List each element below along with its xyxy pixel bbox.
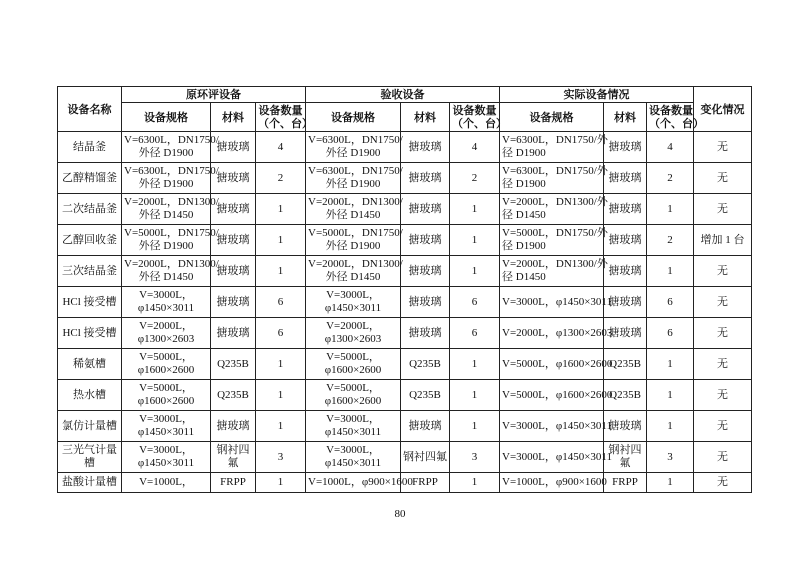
spec-line: V=5000L， — [326, 351, 380, 363]
orig-material-cell: 搪玻璃 — [211, 132, 256, 163]
act-qty-cell: 1 — [647, 380, 694, 411]
act-qty-cell: 2 — [647, 225, 694, 256]
spec-line: V=2000L，DN1300/外 — [502, 258, 608, 270]
orig-spec-cell — [122, 194, 219, 225]
orig-spec-cell — [122, 411, 211, 442]
acc-material-cell: 搪玻璃 — [401, 256, 450, 287]
orig-qty-cell: 2 — [256, 163, 306, 194]
acc-spec-cell — [306, 442, 401, 473]
act-spec-cell — [500, 163, 608, 194]
act-spec-cell — [500, 132, 608, 163]
spec-line: φ1450×3011 — [324, 457, 382, 469]
header-act-spec: 设备规格 — [500, 103, 604, 132]
spec-line: V=2000L，DN1300/ — [124, 258, 219, 270]
orig-qty-cell: 1 — [256, 194, 306, 225]
spec-line: V=3000L，φ1450×3011 — [502, 295, 613, 308]
acc-material-cell: 搪玻璃 — [401, 225, 450, 256]
acc-material-cell: 搪玻璃 — [401, 411, 450, 442]
act-spec-cell — [500, 287, 613, 318]
orig-qty-cell: 1 — [256, 256, 306, 287]
spec-line: V=2000L， — [326, 320, 380, 332]
header-acc-spec: 设备规格 — [306, 103, 401, 132]
act-material-cell: Q235B — [604, 380, 647, 411]
table-body — [58, 132, 752, 493]
header-orig-spec: 设备规格 — [122, 103, 211, 132]
table-row — [58, 380, 752, 411]
device-name-cell: 盐酸计量槽 — [58, 473, 122, 493]
spec-line: V=5000L， — [139, 382, 193, 394]
acc-spec-cell — [306, 318, 401, 349]
change-cell: 无 — [694, 194, 752, 225]
orig-spec-cell — [122, 380, 211, 411]
table-row — [58, 287, 752, 318]
orig-spec-cell — [122, 225, 219, 256]
change-cell: 无 — [694, 411, 752, 442]
orig-material-cell: 搪玻璃 — [211, 163, 256, 194]
spec-line: φ1450×3011 — [137, 426, 195, 438]
orig-qty-cell: 4 — [256, 132, 306, 163]
acc-spec-cell — [306, 163, 401, 194]
spec-line: V=6300L，DN1750/ — [124, 165, 219, 177]
orig-material-cell: Q235B — [211, 349, 256, 380]
spec-line: V=3000L， — [139, 289, 193, 301]
acc-qty-cell: 1 — [450, 194, 500, 225]
spec-line: φ1450×3011 — [137, 457, 195, 469]
acc-material-cell: 搪玻璃 — [401, 287, 450, 318]
device-name-cell: 乙醇精馏釜 — [58, 163, 122, 194]
spec-line: V=2000L，DN1300/ — [308, 258, 403, 270]
qty-line2: （个、台） — [649, 117, 705, 130]
spec-line: V=2000L，DN1300/外 — [502, 196, 608, 208]
spec-line: V=2000L，DN1300/ — [124, 196, 219, 208]
device-name-cell: 热水槽 — [58, 380, 122, 411]
acc-spec-cell — [306, 225, 401, 256]
spec-line: φ1600×2600 — [137, 364, 195, 376]
device-name-cell: HCl 接受槽 — [58, 318, 122, 349]
spec-line: V=5000L，DN1750/ — [308, 227, 403, 239]
act-qty-cell: 2 — [647, 163, 694, 194]
acc-material-cell: 搪玻璃 — [401, 318, 450, 349]
acc-material-cell: 钢衬四氟 — [401, 442, 450, 473]
act-spec-cell — [500, 380, 613, 411]
acc-qty-cell: 6 — [450, 318, 500, 349]
act-spec-cell — [500, 411, 613, 442]
device-name-cell: 结晶釜 — [58, 132, 122, 163]
header-orig-qty — [256, 103, 313, 132]
act-spec-cell — [500, 349, 613, 380]
orig-material-cell: 搪玻璃 — [211, 194, 256, 225]
acc-material-cell: Q235B — [401, 349, 450, 380]
spec-line: V=3000L， — [326, 289, 380, 301]
spec-line: φ1300×2603 — [324, 333, 382, 345]
orig-qty-cell: 1 — [256, 473, 306, 493]
act-spec-cell — [500, 194, 608, 225]
act-material-cell: 搪玻璃 — [604, 225, 647, 256]
acc-material-cell: 搪玻璃 — [401, 163, 450, 194]
act-qty-cell: 3 — [647, 442, 694, 473]
orig-spec-cell — [122, 473, 211, 493]
orig-qty-cell: 1 — [256, 225, 306, 256]
spec-line: φ1600×2600 — [137, 395, 195, 407]
spec-line: φ1450×3011 — [324, 302, 382, 314]
table-row — [58, 163, 752, 194]
acc-spec-cell — [306, 132, 401, 163]
header-change: 变化情况 — [694, 87, 752, 132]
spec-line: V=5000L， — [139, 351, 193, 363]
orig-material-cell: Q235B — [211, 380, 256, 411]
orig-qty-cell: 1 — [256, 349, 306, 380]
header-row-columns — [58, 103, 752, 132]
act-material-cell: 搪玻璃 — [604, 256, 647, 287]
spec-line: 径 D1450 — [502, 209, 546, 221]
spec-line: V=3000L， — [326, 444, 380, 456]
act-spec-cell — [500, 442, 613, 473]
acc-material-cell: FRPP — [401, 473, 450, 493]
table-row — [58, 132, 752, 163]
spec-line: 外径 D1900 — [325, 240, 381, 252]
spec-line: V=2000L，DN1300/ — [308, 196, 403, 208]
acc-qty-cell: 2 — [450, 163, 500, 194]
change-cell: 无 — [694, 442, 752, 473]
act-material-cell: 搪玻璃 — [604, 163, 647, 194]
table-row — [58, 442, 752, 473]
act-material-cell: Q235B — [604, 349, 647, 380]
orig-material-cell: 搪玻璃 — [211, 225, 256, 256]
spec-line: 径 D1900 — [502, 147, 546, 159]
acc-material-cell: 搪玻璃 — [401, 194, 450, 225]
spec-line: φ1450×3011 — [137, 302, 195, 314]
orig-qty-cell: 6 — [256, 318, 306, 349]
page-number: 80 — [394, 508, 406, 520]
qty-line1: 设备数量 — [649, 104, 694, 117]
acc-qty-cell: 1 — [450, 411, 500, 442]
table-row — [58, 411, 752, 442]
acc-qty-cell: 3 — [450, 442, 500, 473]
acc-spec-cell — [306, 411, 401, 442]
orig-material-cell: 钢衬四氟 — [211, 442, 256, 473]
equipment-comparison-table — [57, 86, 752, 493]
act-qty-cell: 1 — [647, 411, 694, 442]
spec-line: V=5000L，φ1600×2600 — [502, 357, 613, 370]
acc-qty-cell: 1 — [450, 473, 500, 493]
orig-spec-cell — [122, 442, 211, 473]
device-name-cell: 三光气计量槽 — [58, 442, 122, 473]
acc-qty-cell: 1 — [450, 225, 500, 256]
orig-spec-cell — [122, 287, 211, 318]
device-name-cell: 三次结晶釜 — [58, 256, 122, 287]
orig-material-cell: 搪玻璃 — [211, 411, 256, 442]
orig-qty-cell: 1 — [256, 411, 306, 442]
table-row — [58, 318, 752, 349]
orig-spec-cell — [122, 256, 219, 287]
acc-qty-cell: 4 — [450, 132, 500, 163]
spec-line: φ1600×2600 — [324, 395, 382, 407]
spec-line: V=6300L，DN1750/ — [308, 165, 403, 177]
orig-material-cell: 搪玻璃 — [211, 318, 256, 349]
act-spec-cell — [500, 256, 608, 287]
table-row — [58, 349, 752, 380]
header-orig-material: 材料 — [211, 103, 256, 132]
table-row — [58, 225, 752, 256]
spec-line: 径 D1900 — [502, 240, 546, 252]
spec-line: 外径 D1900 — [325, 147, 381, 159]
device-name-cell: 氯仿计量槽 — [58, 411, 122, 442]
change-cell: 无 — [694, 380, 752, 411]
orig-material-cell: FRPP — [211, 473, 256, 493]
qty-line2: （个、台） — [452, 117, 507, 130]
orig-qty-cell: 6 — [256, 287, 306, 318]
acc-qty-cell: 6 — [450, 287, 500, 318]
qty-line2: （个、台） — [258, 117, 313, 130]
device-name-cell: 稀氨槽 — [58, 349, 122, 380]
device-name-cell: HCl 接受槽 — [58, 287, 122, 318]
acc-spec-cell — [306, 256, 401, 287]
act-material-cell: 搪玻璃 — [604, 318, 647, 349]
spec-line: φ1600×2600 — [324, 364, 382, 376]
spec-line: V=6300L，DN1750/ — [308, 134, 403, 146]
act-qty-cell: 1 — [647, 473, 694, 493]
act-qty-cell: 1 — [647, 256, 694, 287]
device-name-cell: 二次结晶釜 — [58, 194, 122, 225]
spec-line: 外径 D1900 — [138, 178, 194, 190]
act-qty-cell: 6 — [647, 287, 694, 318]
acc-qty-cell: 1 — [450, 349, 500, 380]
change-cell: 无 — [694, 349, 752, 380]
header-row-groups — [58, 87, 752, 103]
qty-line1: 设备数量 — [452, 104, 497, 117]
acc-material-cell: Q235B — [401, 380, 450, 411]
spec-line: V=2000L，φ1300×2603 — [502, 326, 613, 339]
spec-line: V=3000L， — [139, 444, 193, 456]
table-row — [58, 256, 752, 287]
qty-line1: 设备数量 — [258, 104, 303, 117]
header-acc-material: 材料 — [401, 103, 450, 132]
change-cell: 无 — [694, 473, 752, 493]
orig-spec-cell — [122, 163, 219, 194]
spec-line: 外径 D1900 — [138, 240, 194, 252]
spec-line: V=2000L， — [139, 320, 193, 332]
table-row — [58, 473, 752, 493]
spec-line: 外径 D1450 — [325, 209, 381, 221]
header-group-actual: 实际设备情况 — [500, 87, 694, 103]
acc-spec-cell — [306, 194, 401, 225]
orig-spec-cell — [122, 318, 211, 349]
spec-line: φ1300×2603 — [137, 333, 195, 345]
spec-line: V=1000L，φ900×1600 — [308, 476, 413, 488]
header-group-original: 原环评设备 — [122, 87, 306, 103]
header-act-material: 材料 — [604, 103, 647, 132]
act-qty-cell: 1 — [647, 349, 694, 380]
orig-qty-cell: 1 — [256, 380, 306, 411]
spec-line: 径 D1900 — [502, 178, 546, 190]
spec-line: 外径 D1450 — [325, 271, 381, 283]
act-spec-cell — [500, 225, 608, 256]
orig-qty-cell: 3 — [256, 442, 306, 473]
change-cell: 无 — [694, 256, 752, 287]
acc-qty-cell: 1 — [450, 256, 500, 287]
spec-line: V=3000L，φ1450×3011 — [502, 450, 613, 463]
table-row — [58, 194, 752, 225]
act-qty-cell: 4 — [647, 132, 694, 163]
spec-line: V=6300L，DN1750/外 — [502, 134, 608, 146]
acc-spec-cell — [306, 380, 401, 411]
spec-line: V=1000L， — [139, 476, 193, 488]
spec-line: V=6300L，DN1750/外 — [502, 165, 608, 177]
spec-line: V=3000L， — [326, 413, 380, 425]
orig-material-cell: 搪玻璃 — [211, 256, 256, 287]
orig-spec-cell — [122, 132, 219, 163]
header-acc-qty — [450, 103, 507, 132]
spec-line: 外径 D1900 — [325, 178, 381, 190]
spec-line: 外径 D1450 — [138, 209, 194, 221]
change-cell: 无 — [694, 287, 752, 318]
spec-line: V=1000L，φ900×1600 — [502, 476, 607, 488]
header-act-qty — [647, 103, 705, 132]
spec-line: 外径 D1900 — [138, 147, 194, 159]
spec-line: V=5000L，DN1750/外 — [502, 227, 608, 239]
act-material-cell: 搪玻璃 — [604, 194, 647, 225]
act-qty-cell: 6 — [647, 318, 694, 349]
act-material-cell: 钢衬四氟 — [604, 442, 647, 473]
spec-line: V=5000L， — [326, 382, 380, 394]
act-spec-cell — [500, 473, 607, 493]
spec-line: V=5000L，DN1750/ — [124, 227, 219, 239]
acc-material-cell: 搪玻璃 — [401, 132, 450, 163]
spec-line: 外径 D1450 — [138, 271, 194, 283]
act-spec-cell — [500, 318, 613, 349]
act-qty-cell: 1 — [647, 194, 694, 225]
change-cell: 无 — [694, 163, 752, 194]
act-material-cell: 搪玻璃 — [604, 132, 647, 163]
spec-line: φ1450×3011 — [324, 426, 382, 438]
change-cell: 无 — [694, 132, 752, 163]
act-material-cell: 搪玻璃 — [604, 287, 647, 318]
act-material-cell: FRPP — [604, 473, 647, 493]
acc-spec-cell — [306, 473, 413, 493]
acc-spec-cell — [306, 349, 401, 380]
change-cell: 无 — [694, 318, 752, 349]
header-group-acceptance: 验收设备 — [306, 87, 500, 103]
act-material-cell: 搪玻璃 — [604, 411, 647, 442]
spec-line: 径 D1450 — [502, 271, 546, 283]
acc-spec-cell — [306, 287, 401, 318]
spec-line: V=6300L，DN1750/ — [124, 134, 219, 146]
orig-material-cell: 搪玻璃 — [211, 287, 256, 318]
header-device-name: 设备名称 — [58, 87, 122, 132]
spec-line: V=5000L，φ1600×2600 — [502, 388, 613, 401]
device-name-cell: 乙醇回收釜 — [58, 225, 122, 256]
spec-line: V=3000L，φ1450×3011 — [502, 419, 613, 432]
acc-qty-cell: 1 — [450, 380, 500, 411]
orig-spec-cell — [122, 349, 211, 380]
spec-line: V=3000L， — [139, 413, 193, 425]
change-cell: 增加 1 台 — [694, 225, 752, 256]
